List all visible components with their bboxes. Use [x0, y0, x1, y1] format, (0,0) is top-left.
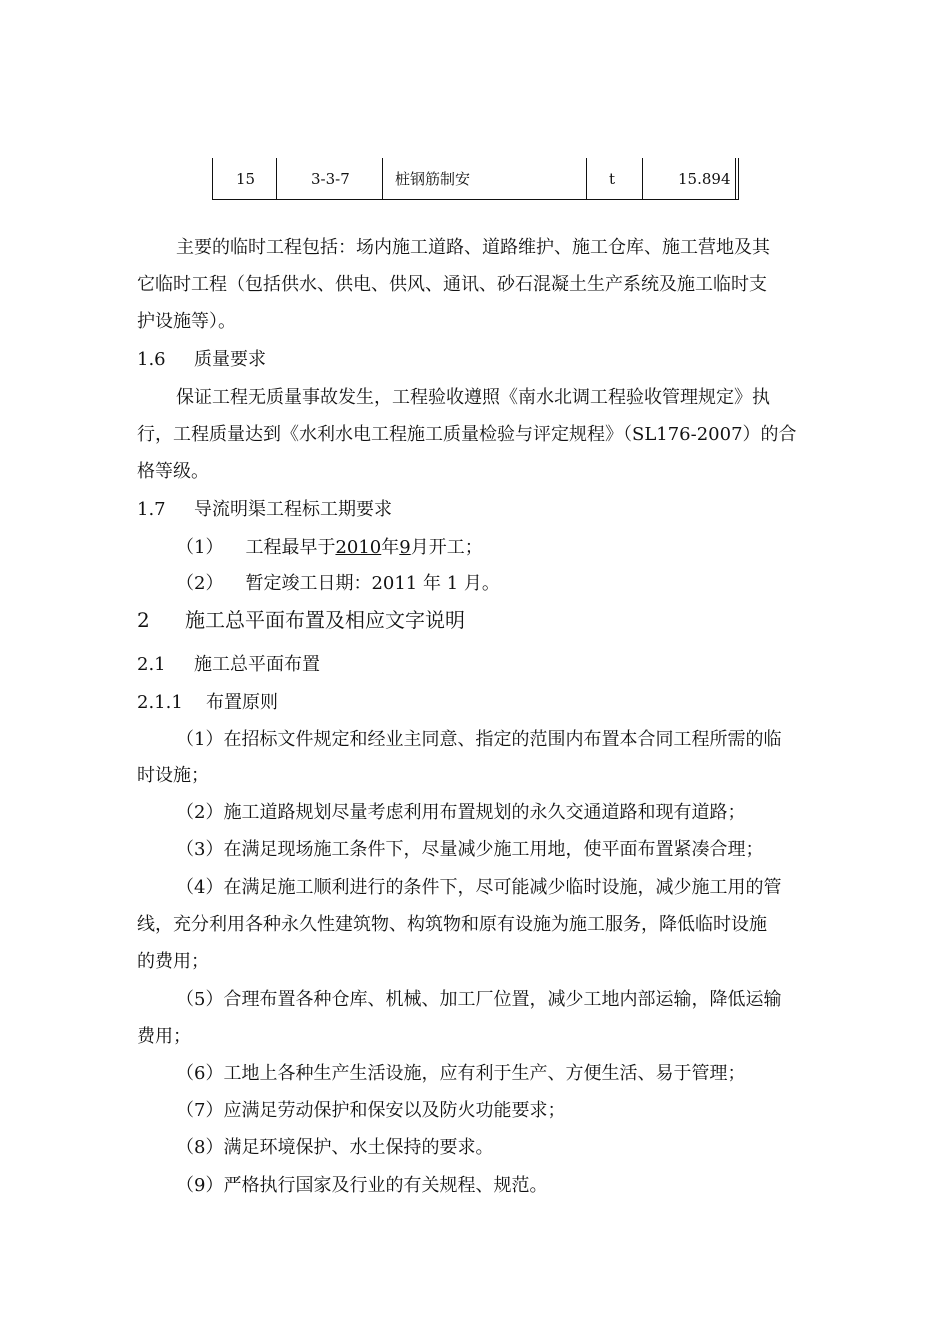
section-number: 2.1.1	[137, 692, 183, 713]
cell-unit: t	[609, 170, 616, 188]
table-border	[586, 158, 587, 200]
cell-qty: 15.894	[678, 170, 731, 188]
section-number: 1.6	[137, 349, 166, 370]
principle-line: （7）应满足劳动保护和保安以及防火功能要求；	[176, 1100, 566, 1121]
principle-line: （8）满足环境保护、水土保持的要求。	[176, 1137, 494, 1158]
principle-line: 线，充分利用各种永久性建筑物、构筑物和原有设施为施工服务，降低临时设施	[137, 914, 767, 935]
table-border	[212, 199, 739, 200]
item-text: 工程最早于	[245, 537, 336, 558]
paragraph-line: 保证工程无质量事故发生，工程验收遵照《南水北调工程验收管理规定》执	[176, 387, 770, 408]
table-border	[642, 158, 643, 200]
paragraph-line: 它临时工程（包括供水、供电、供风、通讯、砂石混凝土生产系统及施工临时支	[137, 274, 767, 295]
paragraph-line: 主要的临时工程包括：场内施工道路、道路维护、施工仓库、施工营地及其	[176, 237, 770, 258]
principle-line: （3）在满足现场施工条件下，尽量减少施工用地，使平面布置紧凑合理；	[176, 839, 764, 860]
cell-no: 15	[236, 170, 256, 188]
table-border	[276, 158, 277, 200]
item-index: （2）	[176, 573, 224, 594]
item-text-end: 月开工；	[410, 537, 483, 558]
principle-line: 的费用；	[137, 951, 209, 972]
principle-line: （5）合理布置各种仓库、机械、加工厂位置，减少工地内部运输，降低运输	[176, 989, 782, 1010]
cell-code: 3-3-7	[311, 170, 350, 188]
section-title: 质量要求	[194, 349, 266, 370]
section-title: 施工总平面布置	[194, 654, 320, 675]
start-month: 9	[399, 537, 411, 558]
principle-line: （9）严格执行国家及行业的有关规程、规范。	[176, 1175, 548, 1196]
cell-name: 桩钢筋制安	[395, 170, 471, 188]
item-index: （1）	[176, 537, 224, 558]
principle-line: （6）工地上各种生产生活设施，应有利于生产、方便生活、易于管理；	[176, 1063, 746, 1084]
schedule-item-1	[176, 536, 483, 560]
section-number: 1.7	[137, 499, 166, 520]
principle-line: （1）在招标文件规定和经业主同意、指定的范围内布置本合同工程所需的临	[176, 729, 782, 750]
schedule-item-2	[176, 572, 500, 596]
principle-line: 时设施；	[137, 765, 209, 786]
principle-line: （4）在满足施工顺利进行的条件下，尽可能减少临时设施，减少施工用的管	[176, 877, 782, 898]
principle-line: 费用；	[137, 1026, 191, 1047]
section-title: 导流明渠工程标工期要求	[194, 499, 392, 520]
table-border	[738, 158, 739, 200]
paragraph-line: 护设施等）。	[137, 311, 236, 332]
section-title: 布置原则	[206, 692, 278, 713]
table-border	[212, 158, 213, 200]
section-number: 2.1	[137, 654, 166, 675]
paragraph-line: 格等级。	[137, 461, 209, 482]
year-unit: 年	[381, 537, 400, 558]
table-border	[735, 158, 736, 200]
item-text: 暂定竣工日期：2011 年 1 月。	[245, 573, 500, 594]
start-year: 2010	[335, 537, 382, 558]
principle-line: （2）施工道路规划尽量考虑利用布置规划的永久交通道路和现有道路；	[176, 802, 746, 823]
quantity-table-row	[212, 158, 739, 200]
paragraph-line: 行，工程质量达到《水利水电工程施工质量检验与评定规程》（SL176-2007）的合	[137, 424, 797, 445]
chapter-title: 施工总平面布置及相应文字说明	[185, 608, 465, 632]
table-border	[382, 158, 383, 200]
chapter-number: 2	[137, 608, 150, 632]
